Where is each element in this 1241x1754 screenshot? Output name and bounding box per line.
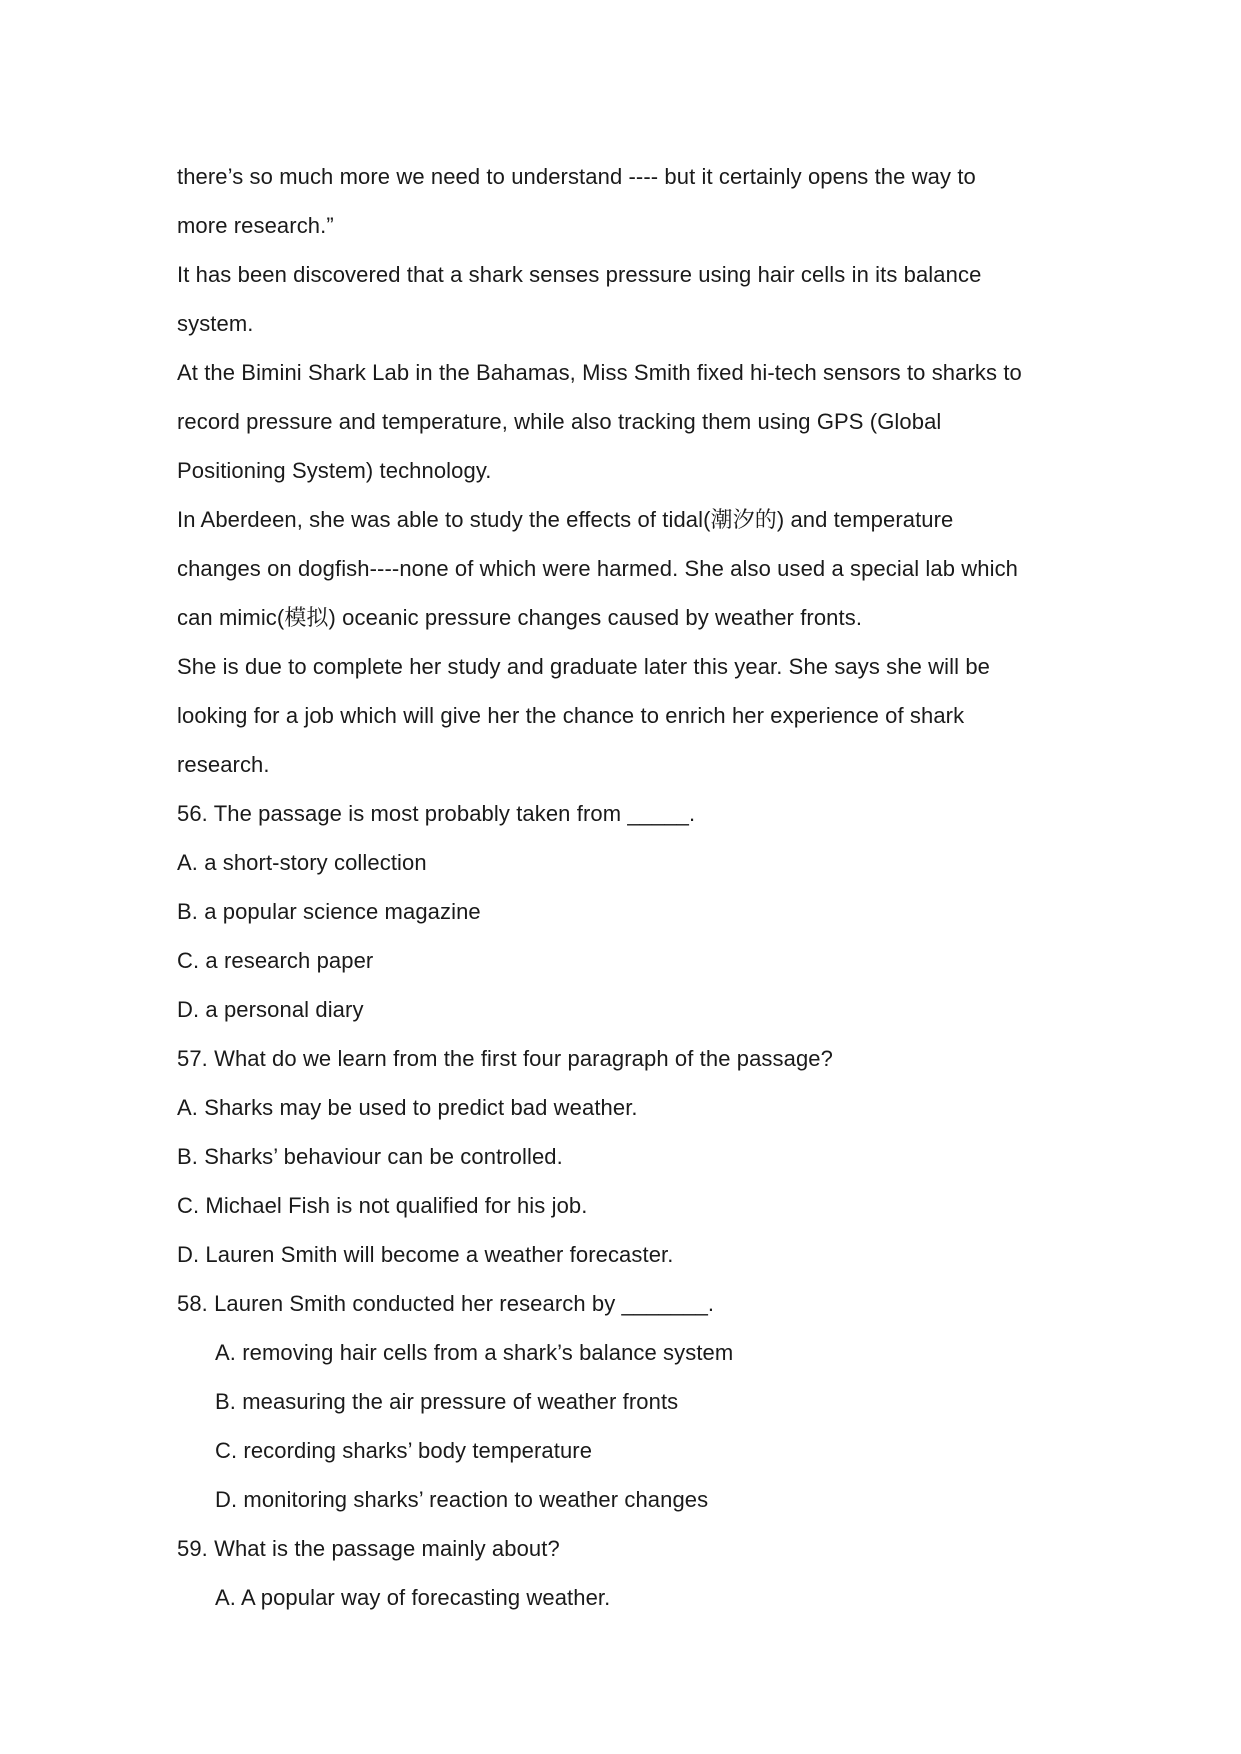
passage-line: She is due to complete her study and graduate later this year. She says she will be xyxy=(177,654,990,679)
answer-option: A. a short-story collection xyxy=(177,850,427,875)
answer-option: B. a popular science magazine xyxy=(177,899,481,924)
passage-line: looking for a job which will give her the chance to enrich her experience of shark xyxy=(177,703,965,728)
question-58 xyxy=(177,1279,1077,1524)
passage xyxy=(177,152,1077,789)
passage-line: record pressure and temperature, while also tracking them using GPS (Global xyxy=(177,409,942,434)
answer-option: C. Michael Fish is not qualified for his job. xyxy=(177,1193,588,1218)
passage-line: more research.” xyxy=(177,213,334,238)
passage-line: In Aberdeen, she was able to study the effects of tidal(潮汐的) and temperature xyxy=(177,507,954,532)
answer-option: C. recording sharks’ body temperature xyxy=(215,1438,593,1463)
passage-line: system. xyxy=(177,311,254,336)
passage-line: research. xyxy=(177,752,270,777)
question-59 xyxy=(177,1524,1077,1622)
passage-line: can mimic(模拟) oceanic pressure changes caused by weather fronts. xyxy=(177,605,863,630)
answer-option: A. removing hair cells from a shark’s balance system xyxy=(215,1340,734,1365)
question-stem: 59. What is the passage mainly about? xyxy=(177,1536,560,1561)
answer-option: D. a personal diary xyxy=(177,997,364,1022)
passage-line: there’s so much more we need to understand ---- but it certainly opens the way to xyxy=(177,164,976,189)
passage-line: It has been discovered that a shark senses pressure using hair cells in its balance xyxy=(177,262,982,287)
question-57 xyxy=(177,1034,1077,1279)
answer-option: D. monitoring sharks’ reaction to weather changes xyxy=(215,1487,709,1512)
question-stem: 57. What do we learn from the first four paragraph of the passage? xyxy=(177,1046,833,1071)
answer-option: B. measuring the air pressure of weather fronts xyxy=(215,1389,679,1414)
answer-option: A. A popular way of forecasting weather. xyxy=(215,1585,611,1610)
page-content xyxy=(177,152,1077,1622)
answer-option: B. Sharks’ behaviour can be controlled. xyxy=(177,1144,563,1169)
question-stem: 56. The passage is most probably taken from _____. xyxy=(177,801,696,826)
answer-option: D. Lauren Smith will become a weather forecaster. xyxy=(177,1242,674,1267)
question-stem: 58. Lauren Smith conducted her research by _______. xyxy=(177,1291,715,1316)
question-56 xyxy=(177,789,1077,1034)
answer-option: C. a research paper xyxy=(177,948,374,973)
passage-line: changes on dogfish----none of which were harmed. She also used a special lab which xyxy=(177,556,1019,581)
passage-line: Positioning System) technology. xyxy=(177,458,492,483)
answer-option: A. Sharks may be used to predict bad weather. xyxy=(177,1095,638,1120)
passage-line: At the Bimini Shark Lab in the Bahamas, Miss Smith fixed hi-tech sensors to sharks to xyxy=(177,360,1022,385)
